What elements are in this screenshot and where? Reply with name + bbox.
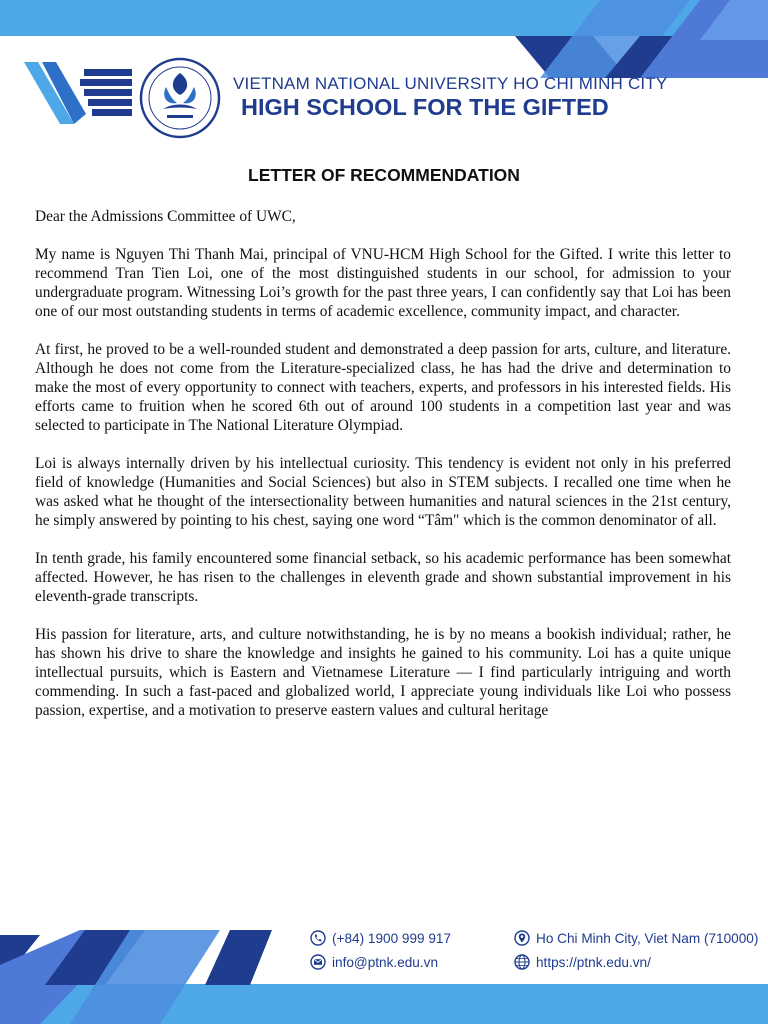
school-seal-icon	[139, 57, 221, 139]
address-text: Ho Chi Minh City, Viet Nam (710000)	[536, 930, 759, 946]
phone-icon	[310, 930, 326, 946]
contact-website	[514, 954, 651, 970]
contact-address	[514, 930, 758, 946]
mail-icon	[310, 954, 326, 970]
school-logo	[24, 62, 134, 124]
location-pin-icon	[514, 930, 530, 946]
email-address[interactable]: info@ptnk.edu.vn	[332, 954, 439, 970]
school-name: HIGH SCHOOL FOR THE GIFTED	[241, 94, 609, 120]
website-link[interactable]: https://ptnk.edu.vn/	[536, 954, 651, 970]
paragraph-community: His passion for literature, arts, and culture notwithstanding, he is by no means a bookish individual; rather, he has shown his drive to share the knowledge and insights he gained to his community. Loi has a quite unique intellectual pursuits, which is Eastern and Vietnamese Literature — I find particularly intriguing and worth commending. In such a fast-paced and globalized world, I appreciate young individuals like Loi who possess passion, expertise, and a motivation to preserve eastern values and cultural heritage	[35, 626, 731, 719]
paragraph-setback: In tenth grade, his family encountered some financial setback, so his academic performance has been somewhat affected. However, he has risen to the challenges in eleventh grade and shown substantial improvement in his eleventh-grade transcripts.	[35, 550, 731, 605]
paragraph-intro: My name is Nguyen Thi Thanh Mai, principal of VNU-HCM High School for the Gifted. I write this letter to recommend Tran Tien Loi, one of the most distinguished students in our school, for admission to your undergraduate program. Witnessing Loi’s growth for the past three years, I can confidently say that Loi has been one of our most outstanding students in terms of academic excellence, community impact, and character.	[35, 246, 731, 320]
globe-icon	[514, 954, 530, 970]
contact-phone	[310, 930, 451, 946]
salutation: Dear the Admissions Committee of UWC,	[35, 208, 296, 225]
bottom-stripe-5	[205, 930, 272, 985]
letter-title: LETTER OF RECOMMENDATION	[248, 165, 520, 185]
university-name: VIETNAM NATIONAL UNIVERSITY HO CHI MINH CITY	[233, 74, 668, 93]
phone-number: (+84) 1900 999 917	[332, 930, 452, 946]
contact-email	[310, 954, 438, 970]
paragraph-curiosity: Loi is always internally driven by his intellectual curiosity. This tendency is evident not only in his preferred field of knowledge (Humanities and Social Sciences) but also in STEM subjects. I recalled one time when he was asked what he thought of the intersectionality between humanities and natural sciences in the 21st century, he simply answered by pointing to his chest, saying one word “Tâm" which is the common denominator of all.	[35, 455, 731, 529]
paragraph-literature: At first, he proved to be a well-rounded student and demonstrated a deep passion for arts, culture, and literature. Although he does not come from the Literature-specialized class, he has had the drive and determination to make the most of every opportunity to connect with teachers, experts, and professors in his interested fields. His efforts came to fruition when he scored 6th out of around 100 students in a competition last year and was selected to participate in The National Literature Olympiad.	[35, 341, 731, 434]
letter-body	[35, 207, 731, 739]
